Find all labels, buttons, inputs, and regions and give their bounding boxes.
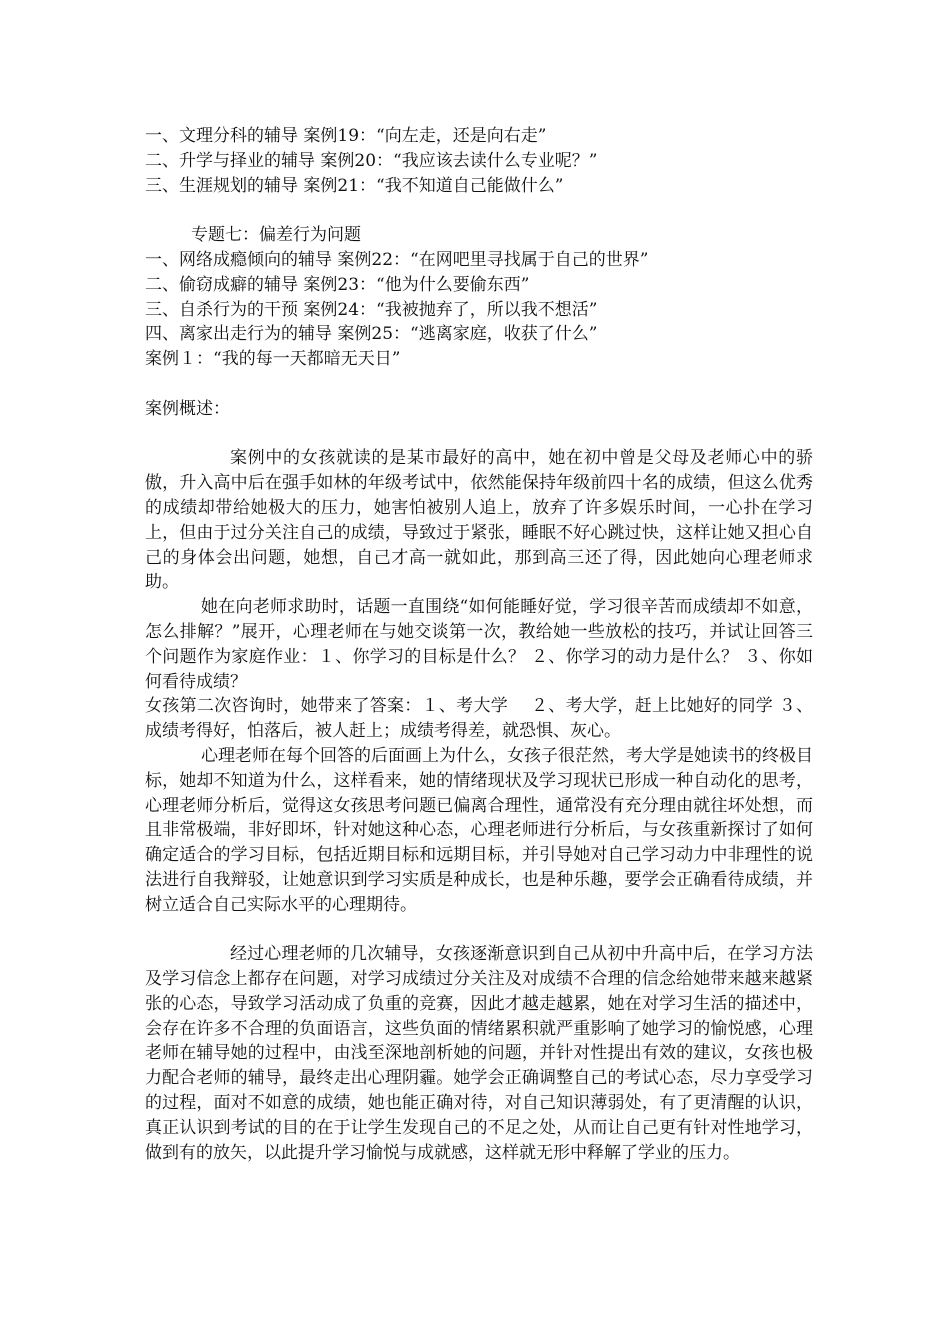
body-paragraph: 经过心理老师的几次辅导，女孩逐渐意识到自己从初中升高中后，在学习方法及学习信念上都存在问题，对学习成绩过分关注及对成绩不合理的信念给她带来越来越紧张的心态，导致学习活动成了负重的竞赛，因此才越走越累，她在对学习生活的描述中，会存在许多不合理的负面语言，这些负面的情绪累积就严重影响了她学习的愉悦感，心理老师在辅导她的过程中，由浅至深地剖析她的问题，并针对性提出有效的建议，女孩也极力配合老师的辅导，最终走出心理阴霾。她学会正确调整自己的考试心态，尽力享受学习的过程，面对不如意的成绩，她也能正确对待，对自己知识薄弱处，有了更清醒的认识，真正认识到考试的目的在于让学生发现自己的不足之处，从而让自己更有针对性地学习，做到有的放矢，以此提升学习愉悦与成就感，这样就无形中释解了学业的压力。: [145, 944, 813, 1163]
body-paragraph: 她在向老师求助时，话题一直围绕“如何能睡好觉，学习很辛苦而成绩却不如意，怎么排解？”展开，心理老师在与她交谈第一次，教给她一些放松的技巧，并试让回答三个问题作为家庭作业：１、你学习的目标是什么？ ２、你学习的动力是什么？ ３、你如何看待成绩？: [145, 597, 813, 692]
toc-item: 四、离家出走行为的辅导 案例25：“逃离家庭，收获了什么”: [145, 324, 598, 345]
blank-line: [145, 422, 813, 447]
toc-item: 一、文理分科的辅导 案例19：“向左走，还是向右走”: [145, 126, 547, 146]
body-paragraph: 心理老师在每个回答的后面画上为什么，女孩子很茫然，考大学是她读书的终极目标，她却不知道为什么，这样看来，她的情绪现状及学习现状已形成一种自动化的思考，心理老师分析后，觉得这女孩思考问题已偏离合理性，通常没有充分理由就往坏处想，而且非常极端，非好即坏，针对她这种心态，心理老师进行分析后，与女孩重新探讨了如何确定适合的学习目标，包括近期目标和远期目标，并引导她对自己学习动力中非理性的说法进行自我辩驳，让她意识到学习实质是种成长，也是种乐趣，要学会正确看待成绩，并树立适合自己实际水平的心理期待。: [145, 745, 813, 915]
blank-line: [145, 198, 813, 223]
topic-heading: 专题七：偏差行为问题: [191, 225, 361, 246]
overview-label: 案例概述：: [145, 398, 230, 419]
toc-item: 二、偷窃成癖的辅导 案例23：“他为什么要偷东西”: [145, 274, 530, 295]
toc-item: 一、网络成瘾倾向的辅导 案例22：“在网吧里寻找属于自己的世界”: [145, 249, 649, 270]
body-paragraph: 女孩第二次咨询时，她带来了答案：１、考大学 ２、考大学，赶上比她好的同学 ３、成绩考得好，怕落后，被人赶上；成绩考得差，就恐惧、灰心。: [145, 696, 813, 742]
toc-item: 三、生涯规划的辅导 案例21：“我不知道自己能做什么”: [145, 175, 564, 196]
document-page: [145, 124, 813, 1165]
blank-line: [145, 918, 813, 943]
case-title: 案例１：“我的每一天都暗无天日”: [145, 349, 401, 370]
toc-item: 三、自杀行为的干预 案例24：“我被抛弃了，所以我不想活”: [145, 299, 598, 320]
blank-line: [145, 372, 813, 397]
toc-item: 二、升学与择业的辅导 案例20：“我应该去读什么专业呢？”: [145, 150, 598, 171]
body-paragraph: 案例中的女孩就读的是某市最好的高中，她在初中曾是父母及老师心中的骄傲，升入高中后在强手如林的年级考试中，依然能保持年级前四十名的成绩，但这么优秀的成绩却带给她极大的压力，她害怕被别人追上，放弃了许多娱乐时间，一心扑在学习上，但由于过分关注自己的成绩，导致过于紧张，睡眠不好心跳过快，这样让她又担心自己的身体会出问题，她想，自己才高一就如此，那到高三还了得，因此她向心理老师求助。: [145, 448, 813, 593]
